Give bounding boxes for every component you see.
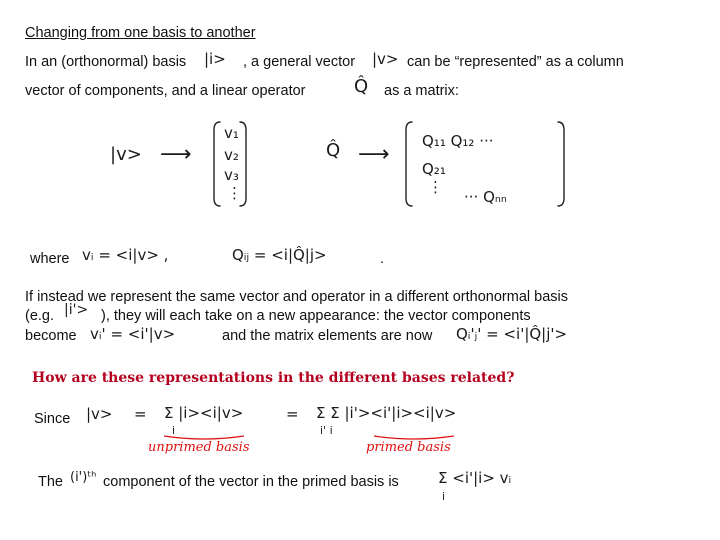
paragraph-line-2b: ), they will each take on a new appearance: the vector components bbox=[101, 308, 531, 324]
paragraph-line-2a: (e.g. bbox=[25, 308, 55, 324]
paragraph-line-3b: and the matrix elements are now bbox=[222, 328, 433, 344]
final-sum-index: i bbox=[442, 490, 446, 503]
column-entry-v2: v₂ bbox=[224, 146, 239, 164]
intro-text-1c: can be “represented” as a column bbox=[407, 54, 624, 70]
arrow-right-icon-2: ⟶ bbox=[358, 142, 390, 167]
since-ket-v: |v> bbox=[86, 405, 113, 423]
intro-text-1b: , a general vector bbox=[243, 54, 356, 70]
matrix-row-2: Q₂₁ bbox=[422, 160, 446, 178]
final-sum-expression: Σ <i'|i> vᵢ bbox=[438, 469, 512, 487]
vi-prime-definition: vᵢ' = <i'|v> bbox=[90, 325, 176, 343]
equals-sign-1: = bbox=[134, 405, 147, 423]
ket-v-handwritten: |v> bbox=[372, 50, 399, 68]
vi-definition: vᵢ = <i|v> , bbox=[82, 246, 169, 264]
matrix-row-1: Q₁₁ Q₁₂ ··· bbox=[422, 132, 494, 150]
since-sum-unprimed-index: i bbox=[172, 424, 176, 437]
matrix-last-row: ··· Qₙₙ bbox=[464, 188, 507, 206]
column-entry-v1: v₁ bbox=[224, 124, 239, 142]
equals-sign-2: = bbox=[286, 405, 299, 423]
ket-iprime-handwritten: |i'> bbox=[64, 302, 89, 318]
annotation-underlines bbox=[144, 430, 474, 444]
ket-i-handwritten: |i> bbox=[204, 50, 226, 68]
where-label: where bbox=[30, 251, 70, 267]
paragraph-line-3a: become bbox=[25, 328, 77, 344]
ith-component-handwritten: (i')ᵗʰ bbox=[70, 470, 97, 485]
paragraph-line-1: If instead we represent the same vector and operator in a different orthonormal basis bbox=[25, 289, 568, 305]
since-sum-primed-index: i' i bbox=[320, 424, 333, 437]
arrow-right-icon: ⟶ bbox=[160, 142, 192, 167]
component-text: component of the vector in the primed basis is bbox=[103, 474, 399, 490]
annotation-primed-basis: primed basis bbox=[366, 440, 451, 455]
operator-q-handwritten: Q̂ bbox=[354, 76, 369, 97]
section-question: How are these representations in the different bases related? bbox=[32, 370, 515, 386]
intro-text-2b: as a matrix: bbox=[384, 83, 459, 99]
annotation-unprimed-basis: unprimed basis bbox=[148, 440, 250, 455]
since-sum-unprimed: Σ |i><i|v> bbox=[164, 404, 244, 422]
since-label: Since bbox=[34, 411, 71, 427]
page-title: Changing from one basis to another bbox=[25, 25, 256, 41]
qij-definition: Qᵢⱼ = <i|Q̂|j> bbox=[232, 246, 327, 264]
where-period: . bbox=[380, 251, 385, 267]
column-entry-dots: ⋮ bbox=[227, 184, 242, 202]
matrix-col-dots: ⋮ bbox=[428, 178, 443, 196]
column-entry-v3: v₃ bbox=[224, 166, 239, 184]
intro-text-1a: In an (orthonormal) basis bbox=[25, 54, 187, 70]
since-sum-primed: Σ Σ |i'><i'|i><i|v> bbox=[316, 404, 457, 422]
operator-q-lhs: Q̂ bbox=[326, 140, 341, 161]
the-label: The bbox=[38, 474, 63, 490]
ket-v-lhs: |v> bbox=[110, 144, 142, 165]
qij-prime-definition: Qᵢ'ⱼ' = <i'|Q̂|j'> bbox=[456, 325, 568, 343]
intro-text-2a: vector of components, and a linear operator bbox=[25, 83, 306, 99]
